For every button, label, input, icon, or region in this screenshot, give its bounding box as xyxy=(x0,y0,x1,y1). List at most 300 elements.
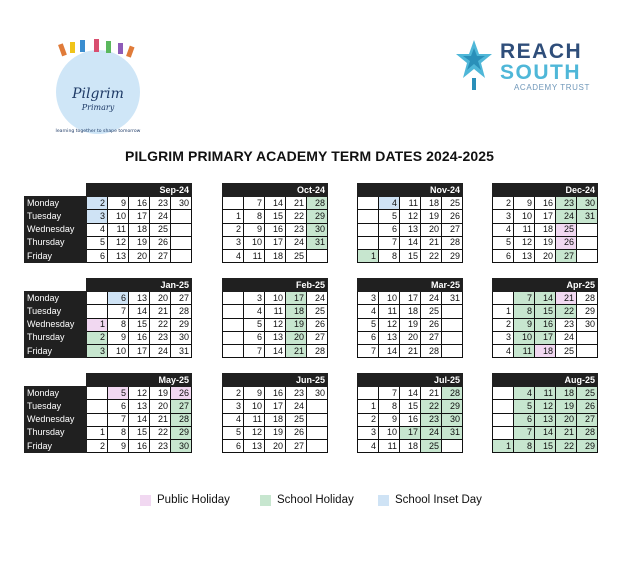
date-cell: 19 xyxy=(400,318,421,331)
week-row xyxy=(223,387,328,400)
day-label: Friday xyxy=(25,344,87,357)
date-cell: 21 xyxy=(286,344,307,357)
date-cell: 12 xyxy=(400,210,421,223)
date-cell: 27 xyxy=(171,292,192,305)
date-cell: 22 xyxy=(286,210,307,223)
date-cell: 16 xyxy=(129,331,150,344)
date-cell: 12 xyxy=(129,387,150,400)
date-cell: 24 xyxy=(286,400,307,413)
date-cell: 7 xyxy=(514,292,535,305)
week-row xyxy=(358,413,463,426)
date-cell: 31 xyxy=(171,344,192,357)
date-cell: 29 xyxy=(577,439,598,452)
date-cell: 15 xyxy=(400,400,421,413)
date-cell: 31 xyxy=(577,210,598,223)
date-cell: 3 xyxy=(358,292,379,305)
week-row xyxy=(223,400,328,413)
date-cell xyxy=(577,236,598,249)
date-cell: 16 xyxy=(400,413,421,426)
date-cell: 23 xyxy=(556,197,577,210)
legend-item-public-holiday xyxy=(140,494,230,506)
date-cell: 11 xyxy=(265,305,286,318)
date-cell: 17 xyxy=(400,292,421,305)
date-cell: 15 xyxy=(129,426,150,439)
header-spacer xyxy=(25,279,87,292)
date-cell xyxy=(307,413,328,426)
date-cell: 3 xyxy=(87,344,108,357)
date-cell xyxy=(358,210,379,223)
date-cell: 9 xyxy=(244,387,265,400)
date-cell: 21 xyxy=(150,305,171,318)
week-row xyxy=(358,439,463,452)
date-cell: 25 xyxy=(286,413,307,426)
date-cell xyxy=(87,292,108,305)
week-row xyxy=(493,249,598,262)
date-cell: 17 xyxy=(129,344,150,357)
week-row xyxy=(358,197,463,210)
date-cell: 5 xyxy=(514,400,535,413)
date-cell: 13 xyxy=(129,292,150,305)
date-cell xyxy=(223,305,244,318)
date-cell: 28 xyxy=(171,413,192,426)
date-cell: 22 xyxy=(421,249,442,262)
week-row xyxy=(358,426,463,439)
month-calendar xyxy=(357,278,463,358)
day-label: Wednesday xyxy=(25,223,87,236)
week-row xyxy=(25,249,192,262)
date-cell: 11 xyxy=(535,387,556,400)
date-cell: 4 xyxy=(244,305,265,318)
pilgrim-school-logo xyxy=(48,38,148,138)
week-row xyxy=(493,439,598,452)
month-header: Nov-24 xyxy=(358,184,463,197)
date-cell: 13 xyxy=(379,331,400,344)
date-cell xyxy=(442,344,463,357)
date-cell: 26 xyxy=(421,318,442,331)
date-cell: 27 xyxy=(442,223,463,236)
date-cell: 4 xyxy=(493,344,514,357)
day-label: Tuesday xyxy=(25,305,87,318)
date-cell: 17 xyxy=(129,210,150,223)
week-row xyxy=(223,223,328,236)
date-cell: 24 xyxy=(307,292,328,305)
day-label: Tuesday xyxy=(25,400,87,413)
week-row xyxy=(358,305,463,318)
date-cell: 28 xyxy=(307,344,328,357)
date-cell: 10 xyxy=(379,292,400,305)
date-cell: 29 xyxy=(577,305,598,318)
date-cell: 15 xyxy=(265,210,286,223)
week-row xyxy=(25,292,192,305)
date-cell xyxy=(442,318,463,331)
date-cell: 20 xyxy=(265,439,286,452)
date-cell xyxy=(577,249,598,262)
date-cell: 8 xyxy=(108,318,129,331)
week-row xyxy=(358,344,463,357)
date-cell xyxy=(358,197,379,210)
reach-south-logo xyxy=(452,36,602,96)
date-cell: 3 xyxy=(223,236,244,249)
date-cell: 21 xyxy=(421,387,442,400)
date-cell: 6 xyxy=(493,249,514,262)
date-cell: 25 xyxy=(150,223,171,236)
date-cell: 16 xyxy=(265,223,286,236)
date-cell: 26 xyxy=(286,426,307,439)
date-cell: 1 xyxy=(358,400,379,413)
date-cell: 25 xyxy=(577,387,598,400)
trust-logo-line1: REACH xyxy=(500,40,583,63)
week-row xyxy=(493,426,598,439)
date-cell: 23 xyxy=(556,318,577,331)
date-cell: 7 xyxy=(244,197,265,210)
date-cell: 11 xyxy=(379,305,400,318)
date-cell: 17 xyxy=(265,236,286,249)
date-cell: 5 xyxy=(223,426,244,439)
date-cell: 16 xyxy=(535,318,556,331)
date-cell xyxy=(493,426,514,439)
month-calendar xyxy=(24,183,192,263)
week-row xyxy=(358,331,463,344)
date-cell xyxy=(577,331,598,344)
date-cell: 4 xyxy=(223,249,244,262)
date-cell: 6 xyxy=(87,249,108,262)
date-cell: 4 xyxy=(87,223,108,236)
date-cell: 20 xyxy=(556,413,577,426)
date-cell: 29 xyxy=(307,210,328,223)
date-cell: 17 xyxy=(400,426,421,439)
trust-logo-icon xyxy=(452,36,602,96)
date-cell: 25 xyxy=(421,439,442,452)
date-cell: 2 xyxy=(87,439,108,452)
month-header: Sep-24 xyxy=(87,184,192,197)
date-cell: 27 xyxy=(286,439,307,452)
date-cell: 14 xyxy=(129,413,150,426)
date-cell: 27 xyxy=(556,249,577,262)
date-cell: 18 xyxy=(265,413,286,426)
school-logo-sub: Primary xyxy=(81,103,115,112)
date-cell: 16 xyxy=(129,197,150,210)
month-calendar xyxy=(492,373,598,453)
month-header: Feb-25 xyxy=(223,279,328,292)
date-cell: 28 xyxy=(307,197,328,210)
date-cell: 18 xyxy=(535,344,556,357)
date-cell: 19 xyxy=(286,318,307,331)
week-row xyxy=(358,387,463,400)
date-cell: 24 xyxy=(556,210,577,223)
date-cell: 25 xyxy=(421,305,442,318)
date-cell: 4 xyxy=(514,387,535,400)
date-cell: 21 xyxy=(286,197,307,210)
date-cell: 21 xyxy=(556,426,577,439)
date-cell: 30 xyxy=(171,439,192,452)
date-cell: 24 xyxy=(421,426,442,439)
date-cell: 6 xyxy=(108,400,129,413)
legend-label: School Holiday xyxy=(277,494,354,506)
week-row xyxy=(223,318,328,331)
date-cell: 12 xyxy=(514,236,535,249)
date-cell: 14 xyxy=(129,305,150,318)
date-cell: 2 xyxy=(87,331,108,344)
date-cell: 31 xyxy=(307,236,328,249)
date-cell xyxy=(171,223,192,236)
date-cell: 9 xyxy=(108,331,129,344)
date-cell xyxy=(307,249,328,262)
date-cell xyxy=(577,344,598,357)
date-cell: 14 xyxy=(535,426,556,439)
week-row xyxy=(223,344,328,357)
week-row xyxy=(493,305,598,318)
date-cell: 3 xyxy=(87,210,108,223)
date-cell: 10 xyxy=(108,344,129,357)
date-cell: 7 xyxy=(358,344,379,357)
date-cell: 13 xyxy=(108,249,129,262)
date-cell: 6 xyxy=(244,331,265,344)
date-cell: 29 xyxy=(442,400,463,413)
date-cell: 14 xyxy=(535,292,556,305)
date-cell xyxy=(223,292,244,305)
date-cell xyxy=(223,331,244,344)
date-cell: 30 xyxy=(307,387,328,400)
week-row xyxy=(223,249,328,262)
date-cell: 25 xyxy=(442,197,463,210)
date-cell: 24 xyxy=(150,210,171,223)
date-cell: 28 xyxy=(171,305,192,318)
date-cell: 20 xyxy=(150,400,171,413)
week-row xyxy=(493,210,598,223)
date-cell: 26 xyxy=(171,387,192,400)
date-cell xyxy=(87,413,108,426)
school-logo-motto: learning together to shape tomorrow xyxy=(55,129,141,134)
date-cell: 11 xyxy=(244,249,265,262)
date-cell: 11 xyxy=(400,197,421,210)
week-row xyxy=(493,331,598,344)
date-cell: 20 xyxy=(535,249,556,262)
date-cell: 28 xyxy=(442,387,463,400)
date-cell: 20 xyxy=(286,331,307,344)
date-cell: 25 xyxy=(286,249,307,262)
date-cell: 15 xyxy=(129,318,150,331)
date-cell: 24 xyxy=(150,344,171,357)
date-cell: 7 xyxy=(379,387,400,400)
date-cell: 19 xyxy=(265,426,286,439)
date-cell: 28 xyxy=(442,236,463,249)
date-cell: 7 xyxy=(514,426,535,439)
week-row xyxy=(493,223,598,236)
week-row xyxy=(358,236,463,249)
month-calendar xyxy=(222,278,328,358)
date-cell: 11 xyxy=(379,439,400,452)
school-holiday-swatch xyxy=(260,495,271,506)
date-cell: 10 xyxy=(244,400,265,413)
month-calendar xyxy=(222,183,328,263)
day-label: Thursday xyxy=(25,236,87,249)
date-cell xyxy=(171,249,192,262)
week-row xyxy=(493,236,598,249)
date-cell: 23 xyxy=(150,331,171,344)
day-label: Friday xyxy=(25,249,87,262)
month-calendar xyxy=(357,183,463,263)
date-cell: 10 xyxy=(379,426,400,439)
public-holiday-swatch xyxy=(140,495,151,506)
date-cell: 1 xyxy=(493,439,514,452)
day-label: Thursday xyxy=(25,331,87,344)
date-cell: 26 xyxy=(577,400,598,413)
date-cell xyxy=(442,305,463,318)
date-cell: 3 xyxy=(244,292,265,305)
week-row xyxy=(223,210,328,223)
date-cell: 26 xyxy=(442,210,463,223)
date-cell: 13 xyxy=(129,400,150,413)
school-inset-day-swatch xyxy=(378,495,389,506)
date-cell: 15 xyxy=(535,305,556,318)
date-cell: 12 xyxy=(535,400,556,413)
month-header: May-25 xyxy=(87,374,192,387)
week-row xyxy=(223,413,328,426)
day-label: Monday xyxy=(25,387,87,400)
date-cell xyxy=(493,387,514,400)
date-cell: 4 xyxy=(358,305,379,318)
legend-label: Public Holiday xyxy=(157,494,230,506)
week-row xyxy=(493,387,598,400)
trust-logo-line2: SOUTH xyxy=(500,61,581,84)
date-cell: 18 xyxy=(129,223,150,236)
legend xyxy=(0,494,619,510)
date-cell xyxy=(87,387,108,400)
week-row xyxy=(493,344,598,357)
date-cell: 29 xyxy=(171,318,192,331)
date-cell: 27 xyxy=(421,331,442,344)
date-cell: 30 xyxy=(171,197,192,210)
date-cell: 13 xyxy=(400,223,421,236)
date-cell: 21 xyxy=(421,236,442,249)
date-cell: 14 xyxy=(400,236,421,249)
date-cell: 23 xyxy=(286,387,307,400)
date-cell: 10 xyxy=(108,210,129,223)
date-cell: 16 xyxy=(129,439,150,452)
date-cell: 18 xyxy=(421,197,442,210)
week-row xyxy=(25,344,192,357)
week-row xyxy=(25,413,192,426)
month-header: Jan-25 xyxy=(87,279,192,292)
date-cell xyxy=(442,439,463,452)
date-cell: 2 xyxy=(358,413,379,426)
date-cell: 7 xyxy=(379,236,400,249)
date-cell xyxy=(358,223,379,236)
week-row xyxy=(493,197,598,210)
day-label: Thursday xyxy=(25,426,87,439)
legend-item-school-holiday xyxy=(260,494,354,506)
header-spacer xyxy=(25,184,87,197)
day-label: Wednesday xyxy=(25,413,87,426)
date-cell: 13 xyxy=(244,439,265,452)
date-cell: 12 xyxy=(379,318,400,331)
date-cell: 27 xyxy=(307,331,328,344)
week-row xyxy=(25,331,192,344)
date-cell: 1 xyxy=(87,318,108,331)
day-label: Monday xyxy=(25,292,87,305)
month-header: Apr-25 xyxy=(493,279,598,292)
date-cell: 8 xyxy=(108,426,129,439)
date-cell: 10 xyxy=(244,236,265,249)
month-calendar xyxy=(492,183,598,263)
date-cell: 27 xyxy=(150,249,171,262)
date-cell: 20 xyxy=(421,223,442,236)
date-cell: 18 xyxy=(400,439,421,452)
week-row xyxy=(493,413,598,426)
date-cell: 20 xyxy=(150,292,171,305)
date-cell: 29 xyxy=(171,426,192,439)
date-cell: 18 xyxy=(265,249,286,262)
week-row xyxy=(358,318,463,331)
date-cell: 4 xyxy=(379,197,400,210)
date-cell xyxy=(358,236,379,249)
date-cell: 22 xyxy=(150,318,171,331)
date-cell: 6 xyxy=(223,439,244,452)
week-row xyxy=(358,210,463,223)
date-cell: 14 xyxy=(379,344,400,357)
date-cell xyxy=(223,344,244,357)
trust-logo-line3: ACADEMY TRUST xyxy=(514,83,590,92)
date-cell: 23 xyxy=(286,223,307,236)
date-cell: 18 xyxy=(556,387,577,400)
date-cell: 6 xyxy=(358,331,379,344)
page-title: PILGRIM PRIMARY ACADEMY TERM DATES 2024-2025 xyxy=(125,148,494,164)
date-cell: 11 xyxy=(108,223,129,236)
month-header: Jun-25 xyxy=(223,374,328,387)
date-cell: 7 xyxy=(108,413,129,426)
week-row xyxy=(223,426,328,439)
date-cell: 22 xyxy=(556,439,577,452)
date-cell: 9 xyxy=(514,197,535,210)
date-cell xyxy=(307,400,328,413)
date-cell: 10 xyxy=(514,210,535,223)
date-cell: 11 xyxy=(244,413,265,426)
date-cell: 7 xyxy=(108,305,129,318)
date-cell: 15 xyxy=(400,249,421,262)
date-cell xyxy=(307,426,328,439)
date-cell: 14 xyxy=(265,197,286,210)
day-label: Monday xyxy=(25,197,87,210)
date-cell: 19 xyxy=(150,387,171,400)
date-cell: 1 xyxy=(223,210,244,223)
date-cell: 19 xyxy=(535,236,556,249)
date-cell: 5 xyxy=(87,236,108,249)
date-cell xyxy=(87,400,108,413)
date-cell: 9 xyxy=(108,439,129,452)
week-row xyxy=(25,210,192,223)
week-row xyxy=(493,292,598,305)
date-cell xyxy=(493,413,514,426)
date-cell: 25 xyxy=(556,223,577,236)
month-calendar xyxy=(357,373,463,453)
date-cell: 12 xyxy=(265,318,286,331)
month-header: Jul-25 xyxy=(358,374,463,387)
date-cell: 21 xyxy=(150,413,171,426)
week-row xyxy=(25,387,192,400)
date-cell: 11 xyxy=(514,344,535,357)
date-cell: 28 xyxy=(577,292,598,305)
date-cell: 24 xyxy=(421,292,442,305)
date-cell: 17 xyxy=(265,400,286,413)
date-cell: 2 xyxy=(223,387,244,400)
date-cell xyxy=(171,236,192,249)
date-cell: 22 xyxy=(421,400,442,413)
date-cell: 8 xyxy=(514,305,535,318)
date-cell: 15 xyxy=(535,439,556,452)
date-cell: 30 xyxy=(307,223,328,236)
date-cell: 30 xyxy=(442,413,463,426)
date-cell: 10 xyxy=(514,331,535,344)
